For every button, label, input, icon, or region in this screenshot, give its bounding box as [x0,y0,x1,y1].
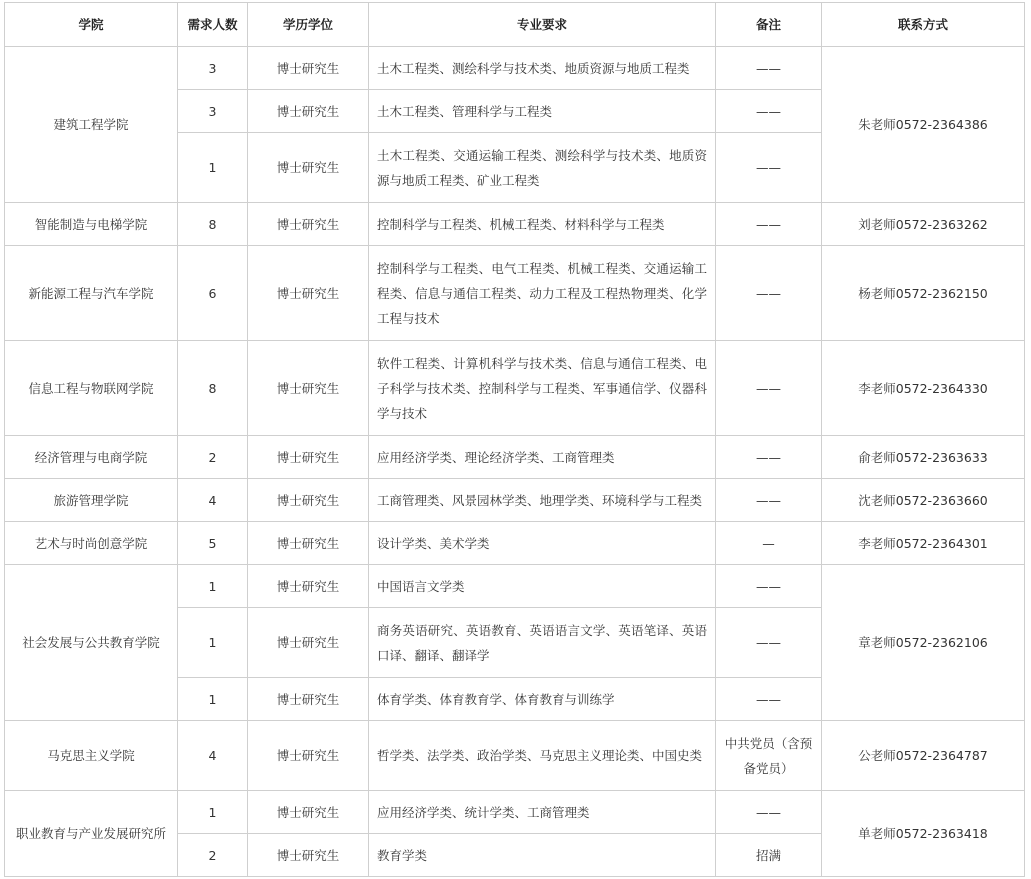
count-cell: 8 [178,203,248,246]
count-cell: 1 [178,565,248,608]
note-cell: —— [716,47,822,90]
note-cell: —— [716,791,822,834]
note-cell: —— [716,608,822,678]
requirement-cell: 工商管理类、风景园林学类、地理学类、环境科学与工程类 [369,479,716,522]
college-cell: 马克思主义学院 [5,721,178,791]
requirement-cell: 体育学类、体育教育学、体育教育与训练学 [369,678,716,721]
contact-cell: 李老师0572-2364301 [822,522,1025,565]
count-cell: 3 [178,47,248,90]
note-cell: —— [716,203,822,246]
requirement-cell: 商务英语研究、英语教育、英语语言文学、英语笔译、英语口译、翻译、翻译学 [369,608,716,678]
requirement-cell: 控制科学与工程类、机械工程类、材料科学与工程类 [369,203,716,246]
college-cell: 建筑工程学院 [5,47,178,203]
note-cell: —— [716,436,822,479]
table-row [5,341,1025,436]
requirement-cell: 土木工程类、测绘科学与技术类、地质资源与地质工程类 [369,47,716,90]
count-cell: 2 [178,436,248,479]
degree-cell: 博士研究生 [248,47,369,90]
requirement-cell: 教育学类 [369,834,716,877]
degree-cell: 博士研究生 [248,90,369,133]
note-cell: —— [716,246,822,341]
requirement-cell: 控制科学与工程类、电气工程类、机械工程类、交通运输工程类、信息与通信工程类、动力工程及工程热物理类、化学工程与技术 [369,246,716,341]
contact-cell: 单老师0572-2363418 [822,791,1025,877]
count-cell: 1 [178,791,248,834]
contact-cell: 朱老师0572-2364386 [822,47,1025,203]
requirement-cell: 应用经济学类、统计学类、工商管理类 [369,791,716,834]
college-cell: 信息工程与物联网学院 [5,341,178,436]
note-cell: —— [716,341,822,436]
count-cell: 8 [178,341,248,436]
requirement-cell: 设计学类、美术学类 [369,522,716,565]
header-college: 学院 [5,3,178,47]
table-row [5,436,1025,479]
degree-cell: 博士研究生 [248,203,369,246]
college-cell: 新能源工程与汽车学院 [5,246,178,341]
count-cell: 3 [178,90,248,133]
note-cell: —— [716,90,822,133]
count-cell: 1 [178,678,248,721]
requirement-cell: 土木工程类、管理科学与工程类 [369,90,716,133]
count-cell: 4 [178,479,248,522]
table-row [5,565,1025,608]
header-contact: 联系方式 [822,3,1025,47]
degree-cell: 博士研究生 [248,133,369,203]
contact-cell: 刘老师0572-2363262 [822,203,1025,246]
contact-cell: 李老师0572-2364330 [822,341,1025,436]
table-row [5,47,1025,90]
contact-cell: 公老师0572-2364787 [822,721,1025,791]
recruitment-table [4,2,1025,877]
note-cell: —— [716,565,822,608]
table-row [5,791,1025,834]
college-cell: 经济管理与电商学院 [5,436,178,479]
contact-cell: 沈老师0572-2363660 [822,479,1025,522]
note-cell: —— [716,678,822,721]
header-degree: 学历学位 [248,3,369,47]
note-cell: —— [716,479,822,522]
contact-cell: 俞老师0572-2363633 [822,436,1025,479]
count-cell: 1 [178,133,248,203]
college-cell: 社会发展与公共教育学院 [5,565,178,721]
note-cell: 招满 [716,834,822,877]
table-row [5,203,1025,246]
count-cell: 1 [178,608,248,678]
table-row [5,522,1025,565]
note-cell: — [716,522,822,565]
contact-cell: 杨老师0572-2362150 [822,246,1025,341]
degree-cell: 博士研究生 [248,721,369,791]
contact-cell: 章老师0572-2362106 [822,565,1025,721]
college-cell: 智能制造与电梯学院 [5,203,178,246]
degree-cell: 博士研究生 [248,246,369,341]
table-row [5,246,1025,341]
requirement-cell: 土木工程类、交通运输工程类、测绘科学与技术类、地质资源与地质工程类、矿业工程类 [369,133,716,203]
requirement-cell: 应用经济学类、理论经济学类、工商管理类 [369,436,716,479]
college-cell: 艺术与时尚创意学院 [5,522,178,565]
college-cell: 职业教育与产业发展研究所 [5,791,178,877]
degree-cell: 博士研究生 [248,834,369,877]
count-cell: 6 [178,246,248,341]
degree-cell: 博士研究生 [248,791,369,834]
count-cell: 2 [178,834,248,877]
count-cell: 5 [178,522,248,565]
note-cell: 中共党员（含预备党员） [716,721,822,791]
count-cell: 4 [178,721,248,791]
note-cell: —— [716,133,822,203]
degree-cell: 博士研究生 [248,678,369,721]
degree-cell: 博士研究生 [248,565,369,608]
degree-cell: 博士研究生 [248,436,369,479]
requirement-cell: 软件工程类、计算机科学与技术类、信息与通信工程类、电子科学与技术类、控制科学与工程类、军事通信学、仪器科学与技术 [369,341,716,436]
college-cell: 旅游管理学院 [5,479,178,522]
header-count: 需求人数 [178,3,248,47]
header-note: 备注 [716,3,822,47]
degree-cell: 博士研究生 [248,341,369,436]
header-row [5,3,1025,47]
header-requirement: 专业要求 [369,3,716,47]
table-row [5,479,1025,522]
degree-cell: 博士研究生 [248,522,369,565]
requirement-cell: 中国语言文学类 [369,565,716,608]
degree-cell: 博士研究生 [248,608,369,678]
table-row [5,721,1025,791]
requirement-cell: 哲学类、法学类、政治学类、马克思主义理论类、中国史类 [369,721,716,791]
degree-cell: 博士研究生 [248,479,369,522]
